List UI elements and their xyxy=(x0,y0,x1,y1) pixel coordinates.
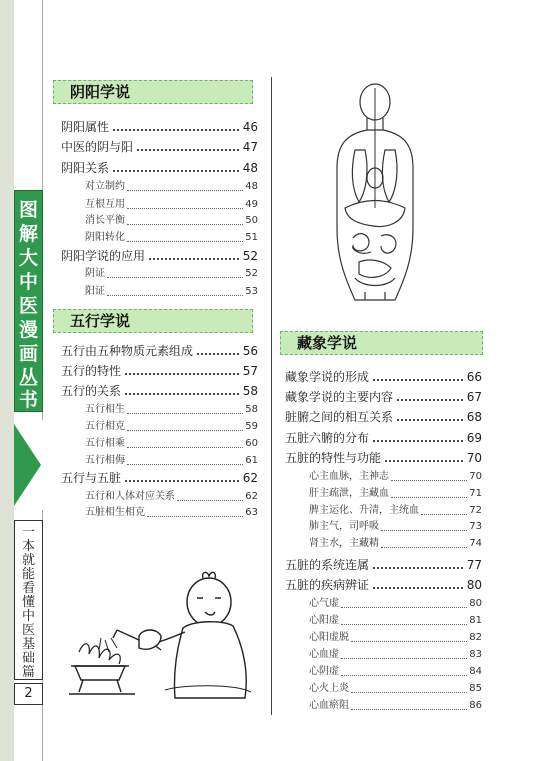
toc-page-number: 48 xyxy=(242,161,258,175)
toc-subentry xyxy=(85,437,258,451)
dot-leader xyxy=(373,587,463,589)
dot-leader xyxy=(385,460,463,462)
toc-label: 五脏相生相克 xyxy=(85,507,145,518)
toc-page-number: 73 xyxy=(469,521,482,532)
toc-label: 五脏的疾病辨证 xyxy=(285,578,370,592)
toc-entry xyxy=(61,119,258,135)
dot-leader xyxy=(397,399,463,401)
toc-label: 心血虚 xyxy=(309,649,339,660)
dot-leader xyxy=(113,170,239,172)
toc-page-number: 47 xyxy=(242,140,258,154)
dot-leader xyxy=(127,447,243,448)
toc-page-number: 52 xyxy=(245,268,258,279)
dot-leader xyxy=(149,258,239,260)
toc-page-number: 81 xyxy=(469,615,482,626)
section-title-zangxiang: 藏象学说 xyxy=(280,331,483,355)
toc-label: 阴阳关系 xyxy=(61,161,110,175)
toc-label: 阴证 xyxy=(85,268,105,279)
toc-page-number: 82 xyxy=(469,632,482,643)
toc-page-number: 58 xyxy=(242,384,258,398)
dot-leader xyxy=(351,641,467,642)
dot-leader xyxy=(127,224,243,225)
cartoon-person-watering-fire-illustration xyxy=(65,568,255,708)
toc-subentry xyxy=(309,537,482,551)
toc-entry xyxy=(61,343,258,359)
toc-subentry xyxy=(309,520,482,534)
volume-title-char: 懂 xyxy=(21,595,35,610)
series-title-char: 漫 xyxy=(18,319,38,341)
toc-page-number: 68 xyxy=(466,410,482,424)
toc-label: 消长平衡 xyxy=(85,215,125,226)
toc-subentry xyxy=(85,214,258,228)
dot-leader xyxy=(127,413,243,414)
toc-page-number: 80 xyxy=(469,598,482,609)
toc-label: 五行相生 xyxy=(85,404,125,415)
toc-entry xyxy=(61,470,258,486)
toc-page-number: 48 xyxy=(245,181,258,192)
toc-page-number: 72 xyxy=(469,505,482,516)
dot-leader xyxy=(373,567,463,569)
toc-page-number: 53 xyxy=(245,286,258,297)
dot-leader xyxy=(147,516,243,517)
toc-page-number: 60 xyxy=(245,438,258,449)
section-title-wuxing: 五行学说 xyxy=(53,309,253,333)
toc-page-number: 69 xyxy=(466,431,482,445)
toc-page-number: 77 xyxy=(466,558,482,572)
toc-subentry xyxy=(309,470,482,484)
toc-page-number: 71 xyxy=(469,488,482,499)
volume-title-char: 一 xyxy=(21,525,35,540)
toc-page-number: 49 xyxy=(245,199,258,210)
volume-title-char: 础 xyxy=(21,651,35,666)
toc-label: 五行和人体对应关系 xyxy=(85,491,175,502)
volume-title-char: 看 xyxy=(21,581,35,596)
toc-subentry xyxy=(309,648,482,662)
dot-leader xyxy=(107,295,243,296)
dot-leader xyxy=(127,190,243,191)
toc-page-number: 58 xyxy=(245,404,258,415)
toc-label: 心血瘀阻 xyxy=(309,700,349,711)
dot-leader xyxy=(341,658,467,659)
toc-subentry xyxy=(309,504,482,518)
toc-entry xyxy=(285,577,482,593)
chapter-tab-arrow xyxy=(14,420,43,510)
dot-leader xyxy=(351,692,467,693)
dot-leader xyxy=(373,379,463,381)
toc-label: 五行与五脏 xyxy=(61,471,122,485)
toc-label: 肝主疏泄，主藏血 xyxy=(309,488,389,499)
toc-entry xyxy=(61,383,258,399)
human-torso-organs-illustration xyxy=(325,78,425,308)
toc-page-number: 70 xyxy=(469,471,482,482)
toc-entry xyxy=(61,160,258,176)
toc-label: 心气虚 xyxy=(309,598,339,609)
volume-title-block xyxy=(14,520,43,680)
toc-entry xyxy=(285,369,482,385)
series-title-char: 医 xyxy=(18,295,38,317)
toc-label: 脏腑之间的相互关系 xyxy=(285,410,394,424)
toc-page-number: 52 xyxy=(242,249,258,263)
toc-subentry xyxy=(85,267,258,281)
toc-entry xyxy=(285,557,482,573)
dot-leader xyxy=(125,373,239,375)
toc-page-number: 80 xyxy=(466,578,482,592)
toc-page-number: 66 xyxy=(466,370,482,384)
toc-label: 心主血脉，主神志 xyxy=(309,471,389,482)
toc-label: 五行的关系 xyxy=(61,384,122,398)
page-number: 2 xyxy=(14,683,43,705)
series-title-char: 画 xyxy=(18,343,38,365)
toc-page-number: 61 xyxy=(245,455,258,466)
toc-entry xyxy=(61,363,258,379)
toc-label: 五行相乘 xyxy=(85,438,125,449)
toc-label: 五行相克 xyxy=(85,421,125,432)
toc-label: 五行的特性 xyxy=(61,364,122,378)
dot-leader xyxy=(397,419,463,421)
dot-leader xyxy=(341,675,467,676)
toc-page-number: 59 xyxy=(245,421,258,432)
toc-label: 阴阳学说的应用 xyxy=(61,249,146,263)
series-title-char: 图 xyxy=(18,199,38,221)
toc-subentry xyxy=(309,487,482,501)
toc-label: 肾主水，主藏精 xyxy=(309,538,379,549)
toc-label: 阳证 xyxy=(85,286,105,297)
toc-entry xyxy=(285,389,482,405)
toc-label: 心火上炎 xyxy=(309,683,349,694)
dot-leader xyxy=(125,393,239,395)
dot-leader xyxy=(127,208,243,209)
dot-leader xyxy=(137,149,239,151)
toc-subentry xyxy=(309,597,482,611)
toc-page-number: 85 xyxy=(469,683,482,694)
toc-subentry xyxy=(85,403,258,417)
toc-label: 五脏的特性与功能 xyxy=(285,451,382,465)
dot-leader xyxy=(125,480,239,482)
dot-leader xyxy=(341,607,467,608)
toc-label: 互根互用 xyxy=(85,199,125,210)
toc-label: 中医的阴与阳 xyxy=(61,140,134,154)
toc-page-number: 86 xyxy=(469,700,482,711)
series-title-char: 书 xyxy=(18,389,38,411)
toc-page-number: 57 xyxy=(242,364,258,378)
toc-subentry xyxy=(85,506,258,520)
toc-subentry xyxy=(85,490,258,504)
dot-leader xyxy=(391,497,467,498)
toc-subentry xyxy=(85,454,258,468)
dot-leader xyxy=(197,353,239,355)
toc-subentry xyxy=(85,285,258,299)
dot-leader xyxy=(177,500,243,501)
toc-page-number: 70 xyxy=(466,451,482,465)
dot-leader xyxy=(421,514,467,515)
toc-subentry xyxy=(309,614,482,628)
toc-subentry xyxy=(85,420,258,434)
toc-page-number: 51 xyxy=(245,232,258,243)
dot-leader xyxy=(127,241,243,242)
toc-entry xyxy=(285,430,482,446)
dot-leader xyxy=(107,277,243,278)
volume-title-char: 医 xyxy=(21,623,35,638)
toc-entry xyxy=(61,248,258,264)
volume-title-char: 中 xyxy=(21,609,35,624)
toc-page-number: 63 xyxy=(245,507,258,518)
toc-subentry xyxy=(85,231,258,245)
dot-leader xyxy=(373,440,463,442)
toc-label: 心阳虚 xyxy=(309,615,339,626)
series-title-char: 中 xyxy=(18,271,38,293)
toc-label: 对立制约 xyxy=(85,181,125,192)
dot-leader xyxy=(381,530,467,531)
toc-label: 阴阳转化 xyxy=(85,232,125,243)
toc-subentry xyxy=(85,198,258,212)
toc-label: 心阳虚脱 xyxy=(309,632,349,643)
toc-subentry xyxy=(309,699,482,713)
toc-label: 藏象学说的形成 xyxy=(285,370,370,384)
toc-label: 五脏六腑的分布 xyxy=(285,431,370,445)
toc-label: 阴阳属性 xyxy=(61,120,110,134)
toc-page-number: 84 xyxy=(469,666,482,677)
toc-subentry xyxy=(309,665,482,679)
series-title-char: 大 xyxy=(18,247,38,269)
series-title-char: 丛 xyxy=(18,367,38,389)
dot-leader xyxy=(341,624,467,625)
volume-title-char: 能 xyxy=(21,567,35,582)
series-title-block xyxy=(14,190,43,412)
toc-entry xyxy=(61,139,258,155)
toc-label: 五行由五种物质元素组成 xyxy=(61,344,194,358)
toc-page-number: 83 xyxy=(469,649,482,660)
toc-page-number: 62 xyxy=(245,491,258,502)
dot-leader xyxy=(127,464,243,465)
dot-leader xyxy=(381,547,467,548)
volume-title-char: 基 xyxy=(21,637,35,652)
toc-page-number: 56 xyxy=(242,344,258,358)
volume-title-char: 就 xyxy=(21,553,35,568)
dot-leader xyxy=(127,430,243,431)
toc-page-number: 67 xyxy=(466,390,482,404)
series-title-char: 解 xyxy=(18,223,38,245)
toc-page-number: 50 xyxy=(245,215,258,226)
dot-leader xyxy=(351,709,467,710)
toc-page-number: 62 xyxy=(242,471,258,485)
toc-page-number: 74 xyxy=(469,538,482,549)
toc-label: 五行相侮 xyxy=(85,455,125,466)
toc-label: 五脏的系统连属 xyxy=(285,558,370,572)
column-divider xyxy=(271,77,272,715)
dot-leader xyxy=(391,480,467,481)
toc-label: 心阴虚 xyxy=(309,666,339,677)
toc-label: 肺主气，司呼吸 xyxy=(309,521,379,532)
toc-subentry xyxy=(309,631,482,645)
toc-entry xyxy=(285,450,482,466)
toc-entry xyxy=(285,409,482,425)
volume-title-char: 篇 xyxy=(21,665,35,680)
toc-subentry xyxy=(309,682,482,696)
toc-label: 藏象学说的主要内容 xyxy=(285,390,394,404)
section-title-yinyang: 阴阳学说 xyxy=(53,80,253,104)
toc-subentry xyxy=(85,180,258,194)
toc-label: 脾主运化、升清，主统血 xyxy=(309,505,419,516)
dot-leader xyxy=(113,129,239,131)
volume-title-char: 本 xyxy=(21,539,35,554)
toc-page-number: 46 xyxy=(242,120,258,134)
book-spine xyxy=(0,0,14,761)
